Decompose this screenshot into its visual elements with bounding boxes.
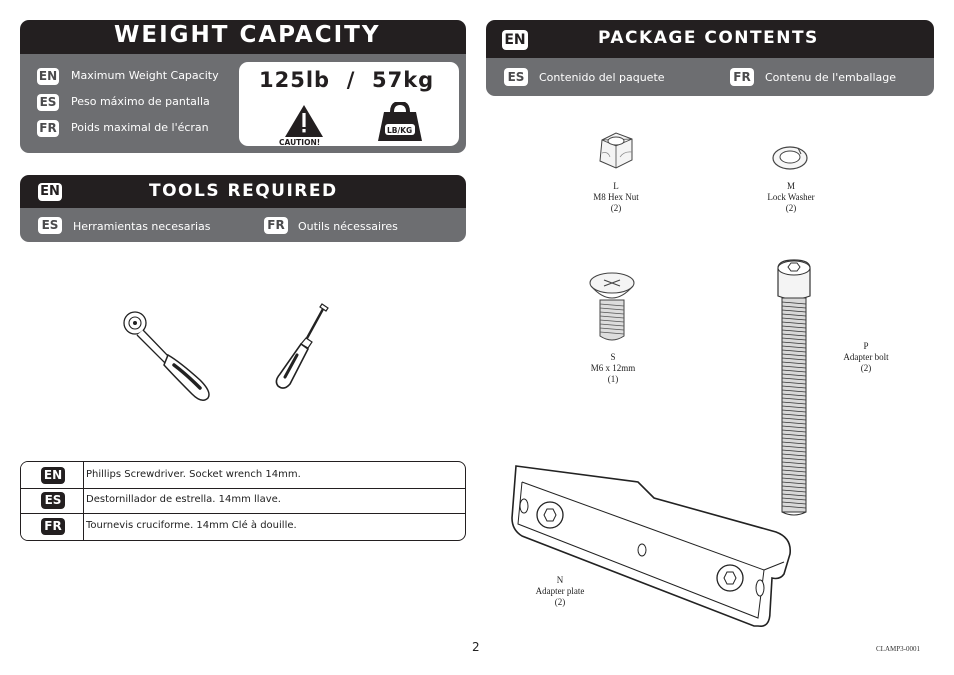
lang-badge-fr: FR: [730, 68, 754, 86]
weight-capacity-panel: [20, 20, 466, 153]
package-contents-header: [486, 20, 934, 58]
part-name: Adapter bolt: [843, 352, 889, 362]
part-letter: S: [610, 352, 616, 362]
part-qty: (2): [610, 203, 622, 213]
package-contents-sub: [486, 58, 934, 96]
weight-capacity-header: [20, 20, 466, 54]
lang-badge-fr: FR: [37, 120, 59, 137]
tools-sub-fr: Outils nécessaires: [298, 220, 398, 233]
screwdriver-icon: [270, 300, 340, 392]
weight-icon: [377, 102, 423, 142]
part-qty: (1): [607, 374, 619, 384]
lang-badge-es: ES: [504, 68, 528, 86]
tools-required-sub: [20, 208, 466, 242]
tools-list-row-es: [21, 488, 465, 514]
socket-wrench-icon: [120, 310, 220, 405]
part-letter: M: [786, 181, 795, 191]
tools-list-text-en: Phillips Screwdriver. Socket wrench 14mm.: [86, 469, 301, 480]
tools-list-text-fr: Tournevis cruciforme. 14mm Clé à douille.: [86, 520, 297, 531]
lock-washer-icon: [770, 144, 810, 172]
package-sub-fr: Contenu de l'emballage: [765, 71, 897, 84]
weight-row-es: [37, 93, 210, 111]
part-name: Lock Washer: [767, 192, 815, 202]
part-p-caption: [816, 341, 916, 374]
package-contents-panel: [486, 20, 934, 96]
tools-list-table: [20, 461, 466, 541]
part-l-caption: [566, 181, 666, 214]
lang-badge-es: ES: [41, 492, 65, 509]
caution-icon: [283, 104, 325, 138]
tools-required-title: TOOLS REQUIRED: [149, 181, 338, 201]
weight-icon-label: LB/KG: [387, 126, 413, 135]
tools-required-panel: [20, 175, 466, 242]
weight-row-fr: [37, 119, 209, 137]
package-sub-es: Contenido del paquete: [539, 71, 665, 84]
tools-list-text-es: Destornillador de estrella. 14mm llave.: [86, 494, 281, 505]
hex-nut-icon: [594, 130, 638, 176]
part-qty: (2): [860, 363, 872, 373]
part-s-caption: [563, 352, 663, 385]
lang-badge-en: EN: [38, 183, 62, 201]
tools-sub-es: Herramientas necesarias: [73, 220, 211, 233]
lang-badge-en: EN: [41, 467, 65, 484]
package-contents-title: PACKAGE CONTENTS: [598, 28, 819, 48]
part-n-caption: [510, 575, 610, 608]
weight-row-label: Peso máximo de pantalla: [71, 95, 210, 108]
weight-capacity-body: [20, 54, 466, 153]
part-letter: P: [863, 341, 869, 351]
part-name: M6 x 12mm: [590, 363, 636, 373]
document-code: CLAMP3-0001: [876, 645, 920, 653]
weight-row-label: Poids maximal de l'écran: [71, 121, 209, 134]
lang-badge-fr: FR: [41, 518, 65, 535]
weight-row-en: [37, 67, 219, 85]
lang-badge-es: ES: [38, 217, 62, 234]
part-letter: N: [556, 575, 564, 585]
lang-badge-fr: FR: [264, 217, 288, 234]
part-qty: (2): [554, 597, 566, 607]
part-m-caption: [741, 181, 841, 214]
flat-head-screw-icon: [586, 270, 638, 348]
tools-list-row-en: [21, 462, 465, 489]
weight-value-box: [239, 62, 459, 146]
lang-badge-en: EN: [502, 30, 528, 50]
lang-badge-en: EN: [38, 69, 58, 83]
weight-capacity-title: WEIGHT CAPACITY: [114, 22, 381, 48]
lang-badge-es: ES: [37, 94, 59, 111]
weight-row-label: Maximum Weight Capacity: [71, 69, 219, 82]
page-number: 2: [472, 640, 480, 654]
tools-required-header: [20, 175, 466, 208]
part-name: M8 Hex Nut: [593, 192, 639, 202]
part-letter: L: [613, 181, 619, 191]
weight-value: 125lb / 57kg: [259, 68, 435, 92]
part-name: Adapter plate: [535, 586, 585, 596]
part-qty: (2): [785, 203, 797, 213]
tools-list-row-fr: [21, 514, 465, 540]
caution-label: CAUTION!: [279, 138, 321, 147]
